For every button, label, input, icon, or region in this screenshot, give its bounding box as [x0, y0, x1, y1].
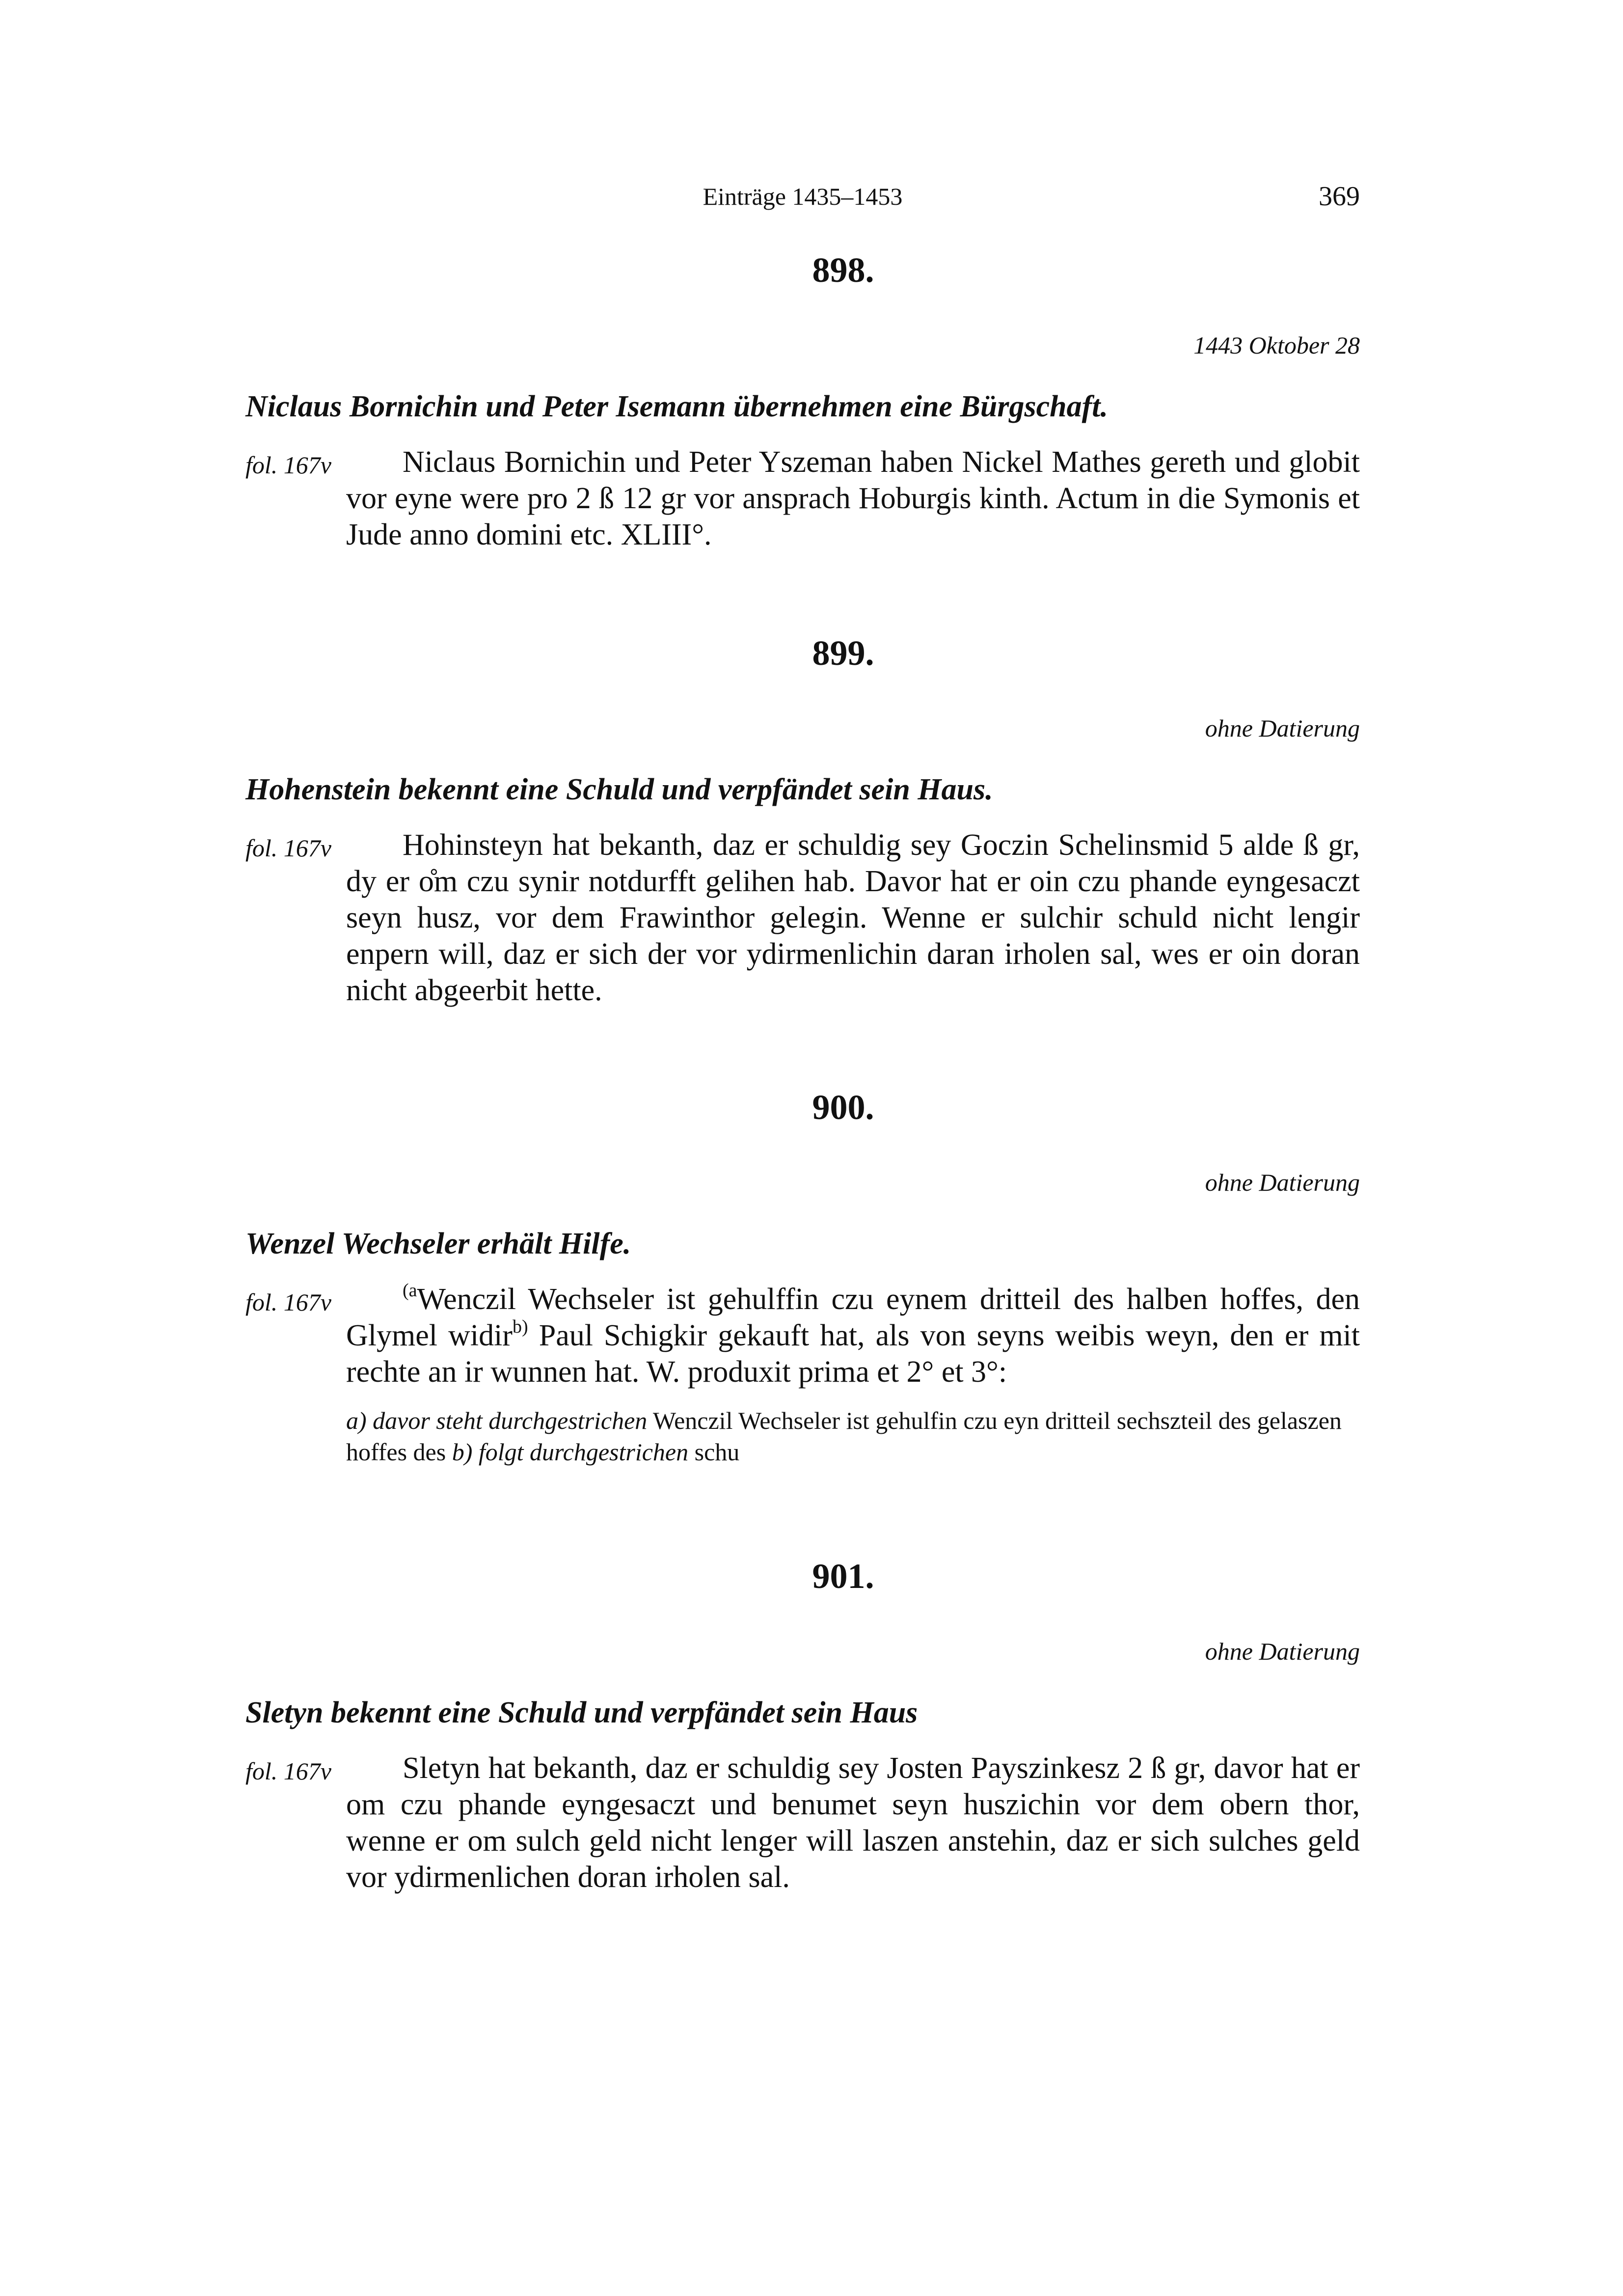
entry-898 [245, 246, 1360, 553]
entry-body [245, 444, 1360, 553]
entry-text-part2: Paul Schigkir gekauft hat, als von seyns weibis weyn, den er mit rechte an ir wunnen hat. W. produxit prima et 2° et 3°: [346, 1319, 1360, 1389]
running-title: Einträge 1435–1453 [703, 183, 903, 210]
critical-apparatus [245, 1405, 1360, 1468]
folio-reference: fol. 167v [245, 834, 331, 862]
entry-900 [245, 1083, 1360, 1468]
entry-text-part1: Wenczil Wechseler ist gehulffin czu eynem dritteil des halben hoffes, den Glymel widir [346, 1283, 1360, 1352]
entry-text: Sletyn hat bekanth, daz er schuldig sey Josten Payszinkesz 2 ß gr, davor hat er om czu phande eyngesaczt und benumet seyn huszichin vor dem obern thor, wenne er om sulch geld nicht lenger will laszen anstehin, daz er sich sulches geld vor ydirmenlichen doran irholen sal. [346, 1751, 1360, 1894]
entry-heading: Niclaus Bornichin und Peter Isemann übernehmen eine Bürgschaft. [245, 390, 1108, 423]
entry-body [245, 827, 1360, 1009]
entry-number: 900. [812, 1088, 874, 1127]
entry-date: ohne Datierung [1205, 1638, 1360, 1665]
entry-heading: Sletyn bekennt eine Schuld und verpfändet sein Haus [245, 1696, 918, 1729]
entry-number: 901. [812, 1557, 874, 1596]
entry-899 [245, 629, 1360, 1009]
entry-heading: Wenzel Wechseler erhält Hilfe. [245, 1227, 631, 1260]
entry-901 [245, 1552, 1360, 1895]
folio-reference: fol. 167v [245, 1757, 331, 1785]
entry-heading: Hohenstein bekennt eine Schuld und verpfändet sein Haus. [245, 773, 993, 806]
footnote-marker-a: (a [403, 1280, 417, 1301]
entry-text: Hohinsteyn hat bekanth, daz er schuldig sey Goczin Schelinsmid 5 alde ß gr, dy er o̊m czu synir notdurfft gelihen hab. Davor hat er oin czu phande eyngesaczt seyn husz, vor dem Frawinthor gelegin. Wenne er sulchir schuld nicht lengir enpern will, daz er sich der vor ydirmenlichin daran irholen sal, wes er oin doran nicht abgeerbit hette. [346, 828, 1360, 1007]
page-number: 369 [1319, 181, 1360, 212]
entry-body [245, 1750, 1360, 1895]
footnote-b-text: schu [688, 1438, 740, 1466]
folio-reference: fol. 167v [245, 1288, 331, 1316]
entry-date: ohne Datierung [1205, 714, 1360, 742]
footnote-marker-b: b) [512, 1316, 528, 1337]
entry-number: 898. [812, 250, 874, 290]
entry-number: 899. [812, 633, 874, 673]
folio-reference: fol. 167v [245, 451, 331, 479]
footnote-b-label: b) folgt durchgestrichen [452, 1438, 689, 1466]
footnote-a-label: a) davor steht durchgestrichen [346, 1407, 648, 1434]
running-header [245, 177, 1360, 216]
footnote-a-text: Wenczil Wechseler ist gehulfin czu eyn dritteil sechszteil des gelaszen hoffes des [346, 1407, 1342, 1466]
entry-date: 1443 Oktober 28 [1193, 331, 1360, 359]
entry-date: ohne Datierung [1205, 1169, 1360, 1196]
entry-body [245, 1281, 1360, 1390]
entry-text: Niclaus Bornichin und Peter Yszeman haben Nickel Mathes gereth und globit vor eyne were pro 2 ß 12 gr vor ansprach Hoburgis kinth. Actum in die Symonis et Jude anno domini etc. XLIII°. [346, 445, 1360, 551]
